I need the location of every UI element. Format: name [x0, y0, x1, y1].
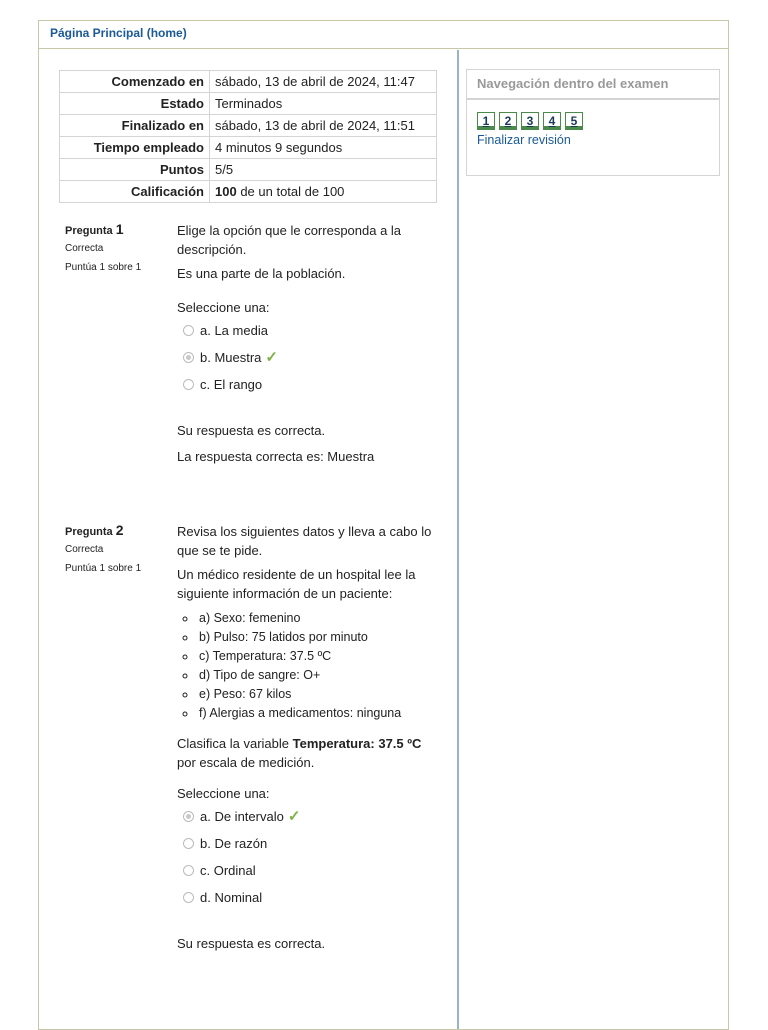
breadcrumb-home-link[interactable]: Página Principal (home)	[50, 26, 187, 40]
patient-data-list	[177, 609, 439, 723]
summary-label: Comenzado en	[60, 71, 210, 93]
feedback-text: Su respuesta es correcta.	[177, 936, 326, 951]
summary-row	[60, 181, 437, 203]
summary-label: Puntos	[60, 159, 210, 181]
checkmark-icon: ✓	[287, 808, 301, 825]
select-label: Seleccione una:	[177, 786, 270, 801]
summary-value: sábado, 13 de abril de 2024, 11:47	[210, 71, 437, 93]
classify-instruction	[177, 734, 439, 772]
list-item: ◦ f) Alergias a medicamentos: ninguna	[197, 704, 439, 723]
radio-button[interactable]	[183, 838, 194, 849]
option-label: b. Muestra	[200, 350, 262, 365]
summary-row	[60, 137, 437, 159]
summary-value: 4 minutos 9 segundos	[210, 137, 437, 159]
answer-option[interactable]	[183, 861, 439, 880]
nav-question-3-button[interactable]: 3	[521, 112, 539, 130]
question-number	[65, 522, 165, 538]
question-prefix: Pregunta	[65, 526, 113, 538]
question-state: Correcta	[65, 544, 104, 555]
feedback-text: Su respuesta es correcta.	[177, 423, 326, 438]
radio-button[interactable]	[183, 325, 194, 336]
classify-text-end: por escala de medición.	[177, 755, 315, 770]
radio-button-selected[interactable]	[183, 352, 194, 363]
grade-value: 100	[215, 184, 237, 199]
option-label: a. De intervalo	[200, 809, 284, 824]
nav-question-5-button[interactable]: 5	[565, 112, 583, 130]
radio-button[interactable]	[183, 379, 194, 390]
list-item: ◦ d) Tipo de sangre: O+	[197, 666, 439, 685]
classify-variable: Temperatura: 37.5 ºC	[292, 736, 422, 751]
page-frame	[38, 20, 729, 1030]
question-info	[65, 221, 165, 273]
question-info	[65, 522, 165, 574]
question-content	[177, 221, 439, 466]
summary-row	[60, 115, 437, 137]
answer-option[interactable]	[183, 807, 439, 826]
column-divider	[457, 50, 459, 1029]
list-item: ◦ a) Sexo: femenino	[197, 609, 439, 628]
classify-text: Clasifica la variable	[177, 736, 293, 751]
list-item: ◦ c) Temperatura: 37.5 ºC	[197, 647, 439, 666]
correct-answer-text: La respuesta correcta es: Muestra	[177, 449, 375, 464]
quiz-navigation-title: Navegación dentro del examen	[467, 70, 719, 100]
summary-label: Finalizado en	[60, 115, 210, 137]
summary-value: 5/5	[210, 159, 437, 181]
answer-option[interactable]	[183, 321, 439, 340]
attempt-summary-table	[59, 70, 437, 203]
option-label: d. Nominal	[200, 890, 263, 905]
question-number-value: 1	[115, 221, 124, 237]
finish-review-link[interactable]: Finalizar revisión	[477, 133, 571, 147]
checkmark-icon: ✓	[265, 349, 278, 366]
summary-value: Terminados	[210, 93, 437, 115]
summary-value	[210, 181, 437, 203]
option-label: b. De razón	[200, 836, 268, 851]
question-content	[177, 522, 439, 953]
question-grade: Puntúa 1 sobre 1	[65, 262, 142, 273]
question-intro: Elige la opción que le corresponda a la descripción.	[177, 223, 402, 257]
question-nav-buttons	[467, 100, 719, 130]
question-intro: Revisa los siguientes datos y lleva a cabo lo que se te pide.	[177, 524, 432, 558]
summary-label: Estado	[60, 93, 210, 115]
radio-button-selected[interactable]	[183, 811, 194, 822]
option-label: c. El rango	[200, 377, 263, 392]
option-label: a. La media	[200, 323, 268, 338]
summary-row	[60, 159, 437, 181]
summary-row	[60, 71, 437, 93]
question-number-value: 2	[115, 522, 124, 538]
question-prefix: Pregunta	[65, 225, 113, 237]
nav-question-4-button[interactable]: 4	[543, 112, 561, 130]
radio-button[interactable]	[183, 865, 194, 876]
quiz-navigation-block	[466, 69, 720, 176]
breadcrumb	[39, 21, 728, 49]
question-state: Correcta	[65, 243, 104, 254]
answer-option[interactable]	[183, 348, 439, 367]
answer-option[interactable]	[183, 375, 439, 394]
summary-label: Tiempo empleado	[60, 137, 210, 159]
nav-question-1-button[interactable]: 1	[477, 112, 495, 130]
select-label: Seleccione una:	[177, 300, 270, 315]
list-item: ◦ b) Pulso: 75 latidos por minuto	[197, 628, 439, 647]
question-text: Un médico residente de un hospital lee la siguiente información de un paciente:	[177, 567, 416, 601]
nav-question-2-button[interactable]: 2	[499, 112, 517, 130]
summary-label: Calificación	[60, 181, 210, 203]
summary-row	[60, 93, 437, 115]
grade-total: de un total de 100	[236, 184, 345, 199]
answer-option[interactable]	[183, 834, 439, 853]
answer-option[interactable]	[183, 888, 439, 907]
question-text: Es una parte de la población.	[177, 266, 346, 281]
question-grade: Puntúa 1 sobre 1	[65, 563, 142, 574]
list-item: ◦ e) Peso: 67 kilos	[197, 685, 439, 704]
summary-value: sábado, 13 de abril de 2024, 11:51	[210, 115, 437, 137]
question-number	[65, 221, 165, 237]
option-label: c. Ordinal	[200, 863, 256, 878]
radio-button[interactable]	[183, 892, 194, 903]
